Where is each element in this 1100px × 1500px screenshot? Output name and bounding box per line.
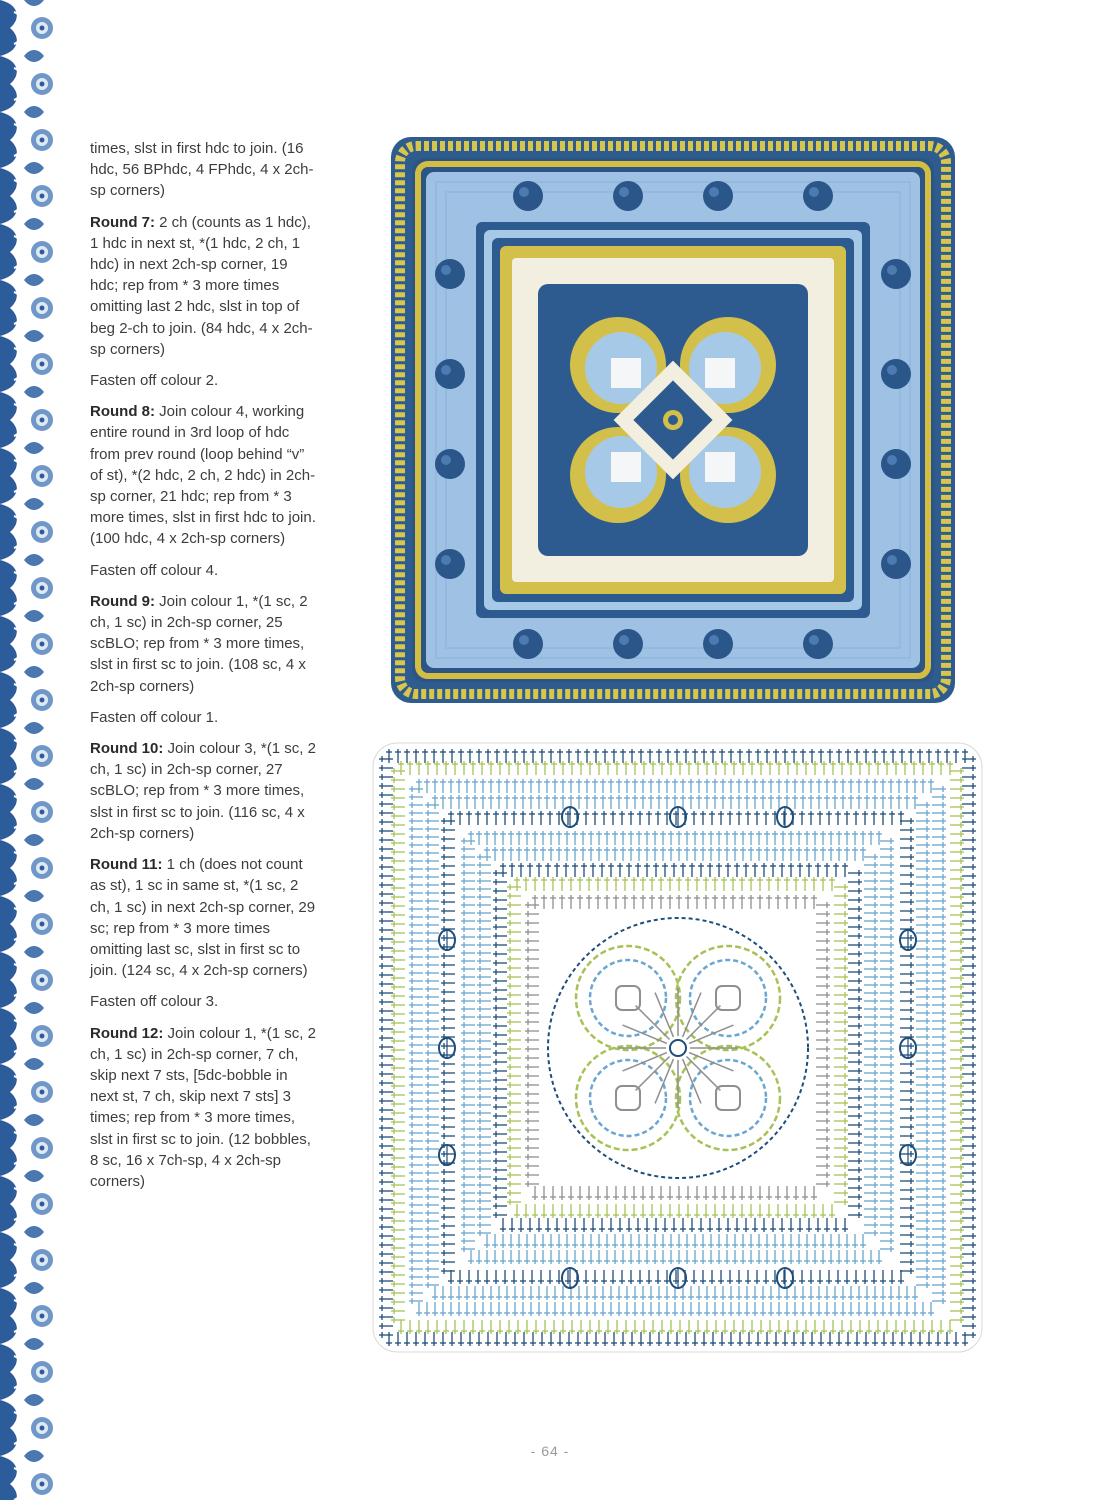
round-label: Round 7: bbox=[90, 213, 155, 231]
instruction-text: Fasten off colour 3. bbox=[90, 993, 219, 1011]
instruction-text: Join colour 4, working entire round in 3rd loop of hdc from prev round (loop behind “v” of st), *(2 hdc, 2 ch, 2 hdc) in 2ch-sp corner, 21 hdc; rep from * 3 more times, slst in first hdc to join. (100 hdc, 4 x 2ch-sp corners) bbox=[90, 403, 316, 548]
instruction-text: 1 ch (does not count as st), 1 sc in same st, *(1 sc, 2 ch, 1 sc) in next 2ch-sp corner, 29 sc; rep from * 3 more times omitting last sc, slst in first sc to join. (124 sc, 4 x 2ch-sp corners) bbox=[90, 856, 316, 980]
round-label: Round 8: bbox=[90, 403, 155, 421]
instruction-paragraph bbox=[90, 707, 320, 728]
instruction-paragraph bbox=[90, 854, 320, 981]
bobble bbox=[613, 629, 643, 659]
bobble bbox=[881, 549, 911, 579]
instruction-text: Fasten off colour 1. bbox=[90, 708, 219, 726]
bobble bbox=[803, 629, 833, 659]
instruction-text: 2 ch (counts as 1 hdc), 1 hdc in next st, *(1 hdc, 2 ch, 1 hdc) in next 2ch-sp corner, 19 hdc; rep from * 3 more times omitting last 2 hdc, slst in top of beg 2-ch to join. (84 hdc, 4 x 2ch-sp corners) bbox=[90, 213, 313, 358]
instruction-text: Fasten off colour 2. bbox=[90, 372, 219, 390]
pattern-instructions bbox=[90, 138, 320, 1202]
instruction-text: Fasten off colour 4. bbox=[90, 561, 219, 579]
bobble bbox=[513, 181, 543, 211]
instruction-paragraph bbox=[90, 1023, 320, 1193]
round-label: Round 9: bbox=[90, 592, 155, 610]
round-label: Round 10: bbox=[90, 740, 164, 758]
instruction-paragraph bbox=[90, 138, 320, 202]
bobble bbox=[703, 629, 733, 659]
round-label: Round 12: bbox=[90, 1024, 164, 1042]
instruction-paragraph bbox=[90, 370, 320, 391]
bobble bbox=[881, 359, 911, 389]
instruction-paragraph bbox=[90, 401, 320, 549]
instruction-text: times, slst in first hdc to join. (16 hdc, 56 BPhdc, 4 FPhdc, 4 x 2ch-sp corners) bbox=[90, 140, 314, 200]
decorative-tile-border bbox=[0, 0, 56, 1500]
bobble bbox=[435, 449, 465, 479]
bobble bbox=[435, 359, 465, 389]
bobble bbox=[435, 549, 465, 579]
bobble bbox=[803, 181, 833, 211]
bobble bbox=[881, 449, 911, 479]
bobble bbox=[513, 629, 543, 659]
instruction-text: Join colour 1, *(1 sc, 2 ch, 1 sc) in 2ch-sp corner, 7 ch, skip next 7 sts, [5dc-bobble in next st, 7 ch, skip next 7 sts] 3 times; rep from * 3 more times, slst in first sc to join. (12 bobbles, 8 sc, 16 x 7ch-sp, 4 x 2ch-sp corners) bbox=[90, 1024, 316, 1190]
instruction-text: Join colour 1, *(1 sc, 2 ch, 1 sc) in 2ch-sp corner, 25 scBLO; rep from * 3 more times, slst in first sc to join. (108 sc, 4 x 2ch-sp corners) bbox=[90, 592, 308, 695]
instruction-paragraph bbox=[90, 738, 320, 844]
instruction-paragraph bbox=[90, 591, 320, 697]
page-number: - 64 - bbox=[530, 1443, 570, 1459]
bobble bbox=[613, 181, 643, 211]
instruction-text: Join colour 3, *(1 sc, 2 ch, 1 sc) in 2ch-sp corner, 27 scBLO; rep from * 3 more times, slst in first sc to join. (116 sc, 4 x 2ch-sp corners) bbox=[90, 740, 316, 842]
crochet-stitch-chart bbox=[365, 735, 990, 1360]
instruction-paragraph bbox=[90, 560, 320, 581]
instruction-paragraph bbox=[90, 212, 320, 360]
bobble bbox=[435, 259, 465, 289]
instruction-paragraph bbox=[90, 991, 320, 1012]
crochet-square-photo bbox=[388, 134, 958, 706]
bobble bbox=[703, 181, 733, 211]
round-label: Round 11: bbox=[90, 856, 163, 874]
bobble bbox=[881, 259, 911, 289]
